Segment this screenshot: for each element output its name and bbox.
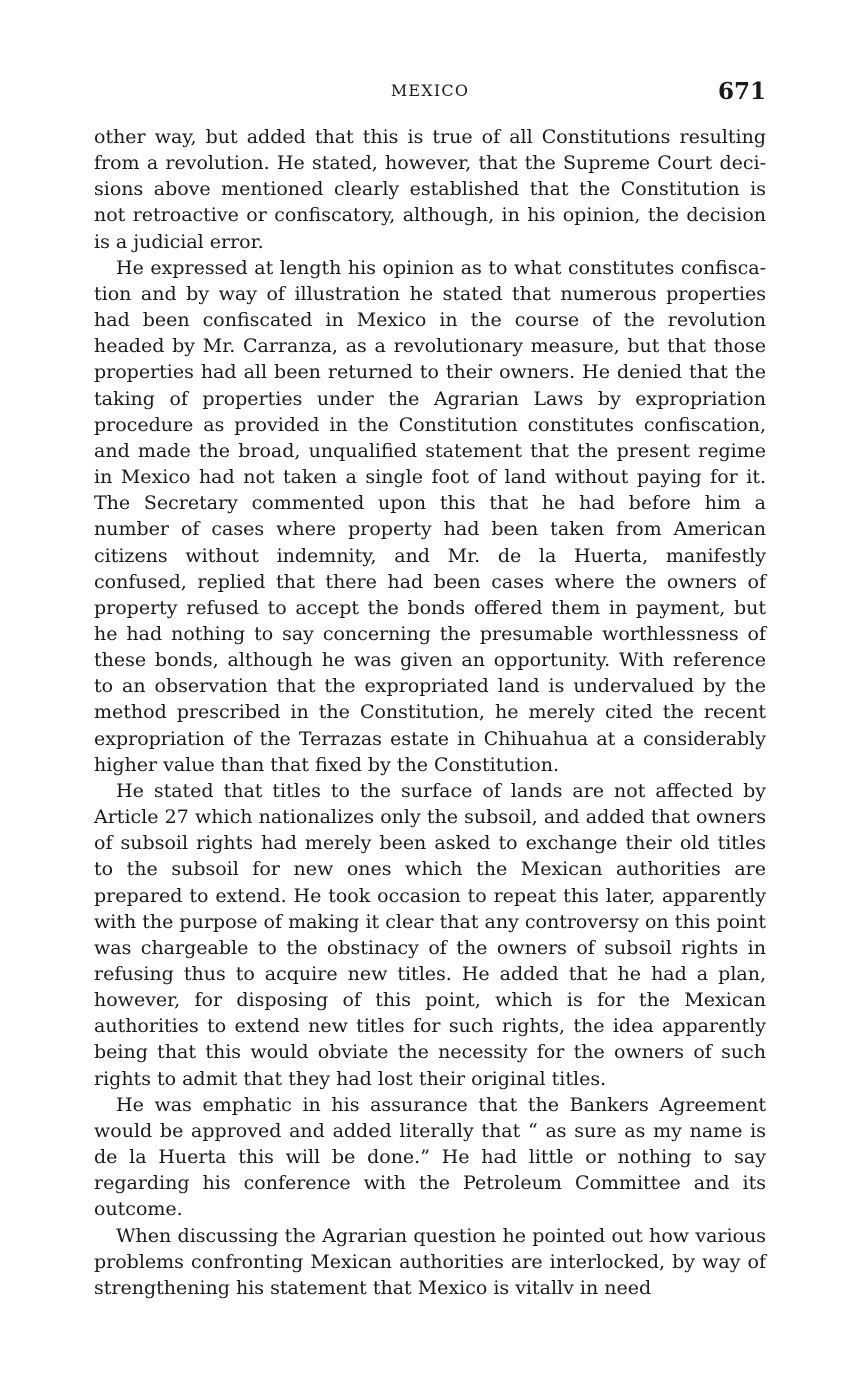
running-head (94, 80, 766, 112)
paragraph-2: He expressed at length his opinion as to what constitutes confiscation and by way of illustration he stated that numerous properties had been confiscated in Mexico in the course of the revolution headed by Mr. Carranza, as a revolutionary measure, but that those properties had all been returned to their owners. He denied that the taking of properties under the Agrarian Laws by expropriation procedure as provided in the Constitution constitutes confiscation, and made the broad, unqualified statement that the present regime in Mexico had not taken a single foot of land without paying for it. The Secretary commented upon this that he had before him a number of cases where property had been taken from American citizens without indemnity, and Mr. de la Huerta, manifestly confused, replied that there had been cases where the owners of property refused to accept the bonds offered them in payment, but he had nothing to say concerning the presumable worthlessness of these bonds, although he was given an opportunity. With reference to an observation that the expropriated land is undervalued by the method prescribed in the Constitution, he merely cited the recent expropriation of the Terrazas estate in Chihuahua at a considerably higher value than that fixed by the Constitution. (94, 256, 766, 776)
paragraph-1: other way, but added that this is true of all Constitutions resulting from a revolution. He stated, however, that the Supreme Court decisions above mentioned clearly established that the Constitution is not retroactive or confiscatory, although, in his opinion, the decision is a judicial error. (94, 126, 766, 253)
paragraph-5: When discussing the Agrarian question he pointed out how various problems confronting Mexican authorities are interlocked, by way of strengthening his statement that Mexico is vitallv in need (94, 1224, 766, 1299)
paragraph-4: He was emphatic in his assurance that the Bankers Agreement would be approved and added literally that “ as sure as my name is de la Huerta this will be done.” He had little or nothing to say regarding his conference with the Petroleum Committee and its outcome. (94, 1093, 766, 1221)
running-title: MEXICO (390, 81, 470, 100)
body-text (94, 124, 766, 1301)
paragraph-3: He stated that titles to the surface of lands are not affected by Article 27 which nationalizes only the subsoil, and added that owners of subsoil rights had merely been asked to exchange their old titles to the subsoil for new ones which the Mexican authorities are prepared to extend. He took occasion to repeat this later, apparently with the purpose of making it clear that any controversy on this point was chargeable to the obstinacy of the owners of subsoil rights in refusing thus to acquire new titles. He added that he had a plan, however, for disposing of this point, which is for the Mexican authorities to extend new titles for such rights, the idea apparently being that this would obviate the necessity for the owners of such rights to admit that they had lost their original titles. (94, 779, 766, 1090)
page-number: 671 (717, 78, 766, 105)
